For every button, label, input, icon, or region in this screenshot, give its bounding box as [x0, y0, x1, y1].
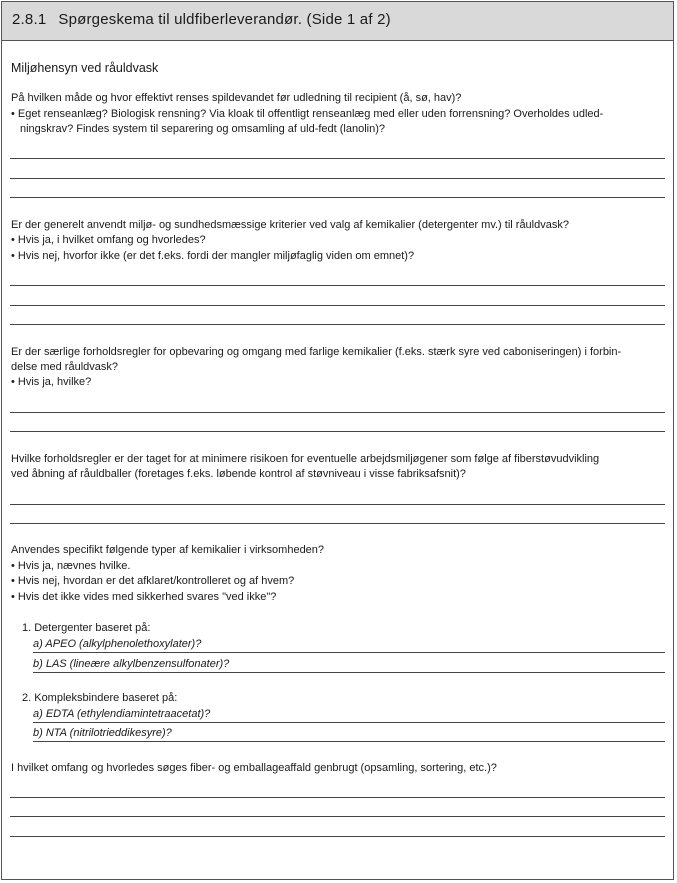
question-2-bullet-2: • Hvis nej, hvorfor ikke (er det f.eks. fordi der mangler miljøfaglig viden om emnet)? — [11, 250, 415, 262]
question-5-bullet-3: • Hvis det ikke vides med sikkerhed svares "ved ikke"? — [11, 591, 277, 603]
group-1-item-b[interactable]: b) LAS (lineære alkylbenzensulfonater)? — [33, 656, 665, 673]
group-2-item-a[interactable]: a) EDTA (ethylendiamintetraacetat)? — [33, 706, 665, 723]
answer-line[interactable] — [10, 285, 665, 286]
question-4-cont: ved åbning af råuldballer (foretages f.eks. løbende kontrol af støvniveau i visse fabriksafsnit)? — [11, 468, 466, 480]
answer-line[interactable] — [10, 816, 665, 817]
group-1-item-a[interactable]: a) APEO (alkylphenolethoxylater)? — [33, 636, 665, 653]
answer-line[interactable] — [10, 836, 665, 837]
question-1-bullet-cont: ningskrav? Findes system til separering og omsamling af uld-fedt (lanolin)? — [20, 123, 386, 135]
answer-line[interactable] — [10, 324, 665, 325]
page-header — [2, 2, 673, 41]
answer-line[interactable] — [10, 797, 665, 798]
question-3: Er der særlige forholdsregler for opbevaring og omgang med farlige kemikalier (f.eks. stærk syre ved caboniseringen) i forbin- — [11, 346, 622, 358]
question-2-bullet-1: • Hvis ja, i hvilket omfang og hvorledes? — [11, 234, 206, 246]
section-number: 2.8.1 — [12, 11, 47, 28]
question-5-bullet-1: • Hvis ja, nævnes hvilke. — [11, 560, 131, 572]
section-title: Miljøhensyn ved råuldvask — [11, 61, 159, 75]
question-3-cont: delse med råuldvask? — [11, 361, 119, 373]
group-2-item-b[interactable]: b) NTA (nitrilotrieddikesyre)? — [33, 725, 665, 742]
question-5: Anvendes specifikt følgende typer af kemikalier i virksomheden? — [11, 544, 325, 556]
answer-line[interactable] — [10, 178, 665, 179]
answer-line[interactable] — [10, 158, 665, 159]
question-5-bullet-2: • Hvis nej, hvordan er det afklaret/kontrolleret og af hvem? — [11, 575, 295, 587]
group-2-label: 2. Kompleksbindere baseret på: — [22, 692, 178, 704]
answer-line[interactable] — [10, 305, 665, 306]
answer-line[interactable] — [10, 504, 665, 505]
answer-line[interactable] — [10, 197, 665, 198]
question-2: Er der generelt anvendt miljø- og sundhedsmæssige kriterier ved valg af kemikalier (detergenter mv.) til råuldvask? — [11, 219, 569, 231]
question-1-bullet: • Eget renseanlæg? Biologisk rensning? Via kloak til offentligt renseanlæg med eller uden forrensning? Overholdes udled- — [11, 108, 604, 120]
answer-line[interactable] — [10, 523, 665, 524]
question-4: Hvilke forholdsregler er der taget for at minimere risikoen for eventuelle arbejdsmiljøgener som følge af fiberstøvudvikling — [11, 453, 600, 465]
question-1: På hvilken måde og hvor effektivt renses spildevandet før udledning til recipient (å, sø, hav)? — [11, 92, 462, 104]
group-1-label: 1. Detergenter baseret på: — [22, 622, 151, 634]
question-6: I hvilket omfang og hvorledes søges fiber- og emballageaffald genbrugt (opsamling, sortering, etc.)? — [11, 762, 497, 774]
page-title — [12, 11, 391, 28]
answer-line[interactable] — [10, 412, 665, 413]
question-3-bullet: • Hvis ja, hvilke? — [11, 376, 92, 388]
header-title: Spørgeskema til uldfiberleverandør. (Side 1 af 2) — [58, 11, 391, 28]
answer-line[interactable] — [10, 431, 665, 432]
